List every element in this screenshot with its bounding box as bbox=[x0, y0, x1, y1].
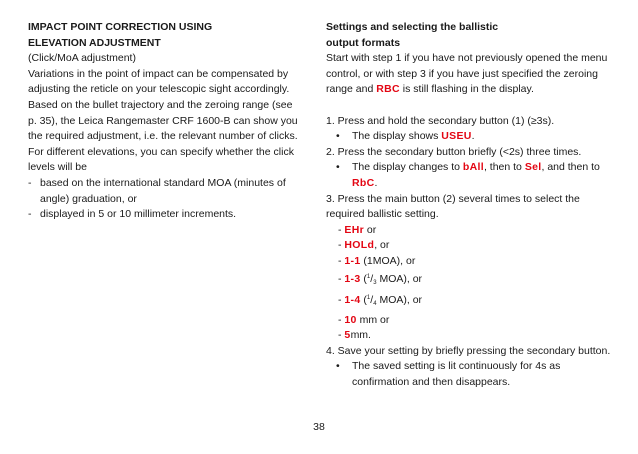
fraction-denominator: 4 bbox=[373, 301, 377, 308]
lcd-code: 1-4 bbox=[344, 294, 361, 307]
subheading: (Click/MoA adjustment) bbox=[28, 52, 136, 65]
section-heading bbox=[326, 20, 618, 51]
step-text: 3. Press the main button (2) several times to select the required ballistic setting. bbox=[326, 192, 580, 221]
text: Start with step 1 if you have not previously opened the menu control, or with step 3 if you have just specified the zeroing range and bbox=[326, 52, 608, 96]
text: , or bbox=[374, 239, 390, 252]
lcd-code: bAll bbox=[462, 161, 484, 174]
lcd-code: 10 bbox=[344, 313, 357, 326]
text: MOA), or bbox=[376, 272, 423, 285]
fraction-denominator: 3 bbox=[373, 279, 377, 286]
fraction-slash: / bbox=[370, 272, 374, 285]
lcd-code: RbC bbox=[352, 176, 375, 189]
text: The display shows bbox=[352, 130, 439, 143]
step-1: 1. Press and hold the secondary button (1) (≥3s). bbox=[326, 114, 555, 127]
list-item bbox=[28, 207, 304, 223]
option-item: - 10 mm or bbox=[338, 313, 390, 326]
step-2: 2. Press the secondary button briefly (<2s) three times. bbox=[326, 145, 582, 158]
fraction-numerator: 1 bbox=[366, 295, 371, 302]
right-column bbox=[326, 20, 618, 391]
text: . bbox=[374, 176, 378, 189]
heading-line: ELEVATION ADJUSTMENT bbox=[28, 36, 161, 49]
lcd-code: HOLd bbox=[344, 239, 375, 252]
lcd-code: USEU bbox=[441, 130, 472, 143]
bullet-dot: • bbox=[336, 130, 340, 143]
text: . bbox=[471, 130, 475, 143]
text: ( bbox=[363, 272, 367, 285]
text: mm or bbox=[359, 313, 390, 326]
list-item-text: displayed in 5 or 10 millimeter increments. bbox=[40, 208, 237, 221]
lcd-code: Sel bbox=[524, 161, 542, 174]
bullet-item bbox=[326, 160, 618, 191]
page-number: 38 bbox=[313, 421, 325, 433]
lcd-code: RBC bbox=[376, 83, 400, 96]
dash-bullet: - bbox=[28, 208, 32, 221]
option-item: - EHr or bbox=[338, 223, 377, 236]
bullet-text bbox=[352, 160, 618, 191]
bullet-text: The saved setting is lit continuously for 4s as confirmation and then disappears. bbox=[352, 360, 561, 389]
option-item: - 1-3 ($^1/_3$ MOA), or bbox=[338, 272, 423, 286]
bullet-item bbox=[326, 359, 618, 390]
option-item: - 1-4 ($^1/_4$ MOA), or bbox=[338, 294, 423, 308]
step-3 bbox=[326, 192, 618, 223]
bullet-text bbox=[352, 129, 475, 145]
text: ( bbox=[363, 294, 367, 307]
text: or bbox=[366, 223, 377, 236]
text: is still flashing in the display. bbox=[402, 83, 534, 96]
lcd-code: 1-1 bbox=[344, 254, 361, 267]
option-item: - HOLd, or bbox=[338, 239, 390, 252]
text: mm. bbox=[350, 329, 371, 342]
list-item bbox=[28, 176, 304, 207]
fraction-numerator: 1 bbox=[366, 273, 371, 280]
bullet-dot: • bbox=[336, 360, 340, 373]
list-item-text: based on the international standard MOA (minutes of angle) graduation, or bbox=[40, 176, 286, 205]
text: MOA), or bbox=[376, 294, 423, 307]
heading-line: IMPACT POINT CORRECTION USING bbox=[28, 21, 213, 33]
option-item: - 5mm. bbox=[338, 329, 371, 342]
intro-paragraph: Variations in the point of impact can be compensated by adjusting the reticle on your telescopic sight accordingly. Based on the bullet trajectory and the zeroing range (see p. 35), the Leica Rangemaster CRF 1600-B can show you the required adjustment, i.e. the relevant number of clicks. For different elevations, you can specify whether the click levels will be bbox=[28, 67, 298, 174]
section-heading bbox=[28, 20, 304, 51]
heading-line: output formats bbox=[326, 36, 401, 49]
bullet-dot: • bbox=[336, 161, 340, 174]
left-column bbox=[28, 20, 304, 223]
lcd-code: 1-3 bbox=[344, 272, 361, 285]
option-item: - 1-1 (1MOA), or bbox=[338, 254, 416, 267]
dash-bullet: - bbox=[28, 176, 32, 189]
text: , then to bbox=[483, 161, 522, 174]
text: , and then to bbox=[541, 161, 600, 174]
fraction-slash: / bbox=[370, 294, 374, 307]
lcd-code: EHr bbox=[344, 223, 364, 236]
text: (1MOA), or bbox=[363, 254, 416, 267]
step-4: 4. Save your setting by briefly pressing the secondary button. bbox=[326, 344, 611, 357]
intro-paragraph bbox=[326, 51, 618, 98]
bullet-item bbox=[326, 129, 618, 145]
text: The display changes to bbox=[352, 161, 460, 174]
lcd-code: 5 bbox=[344, 329, 351, 342]
heading-line: Settings and selecting the ballistic bbox=[326, 21, 499, 33]
